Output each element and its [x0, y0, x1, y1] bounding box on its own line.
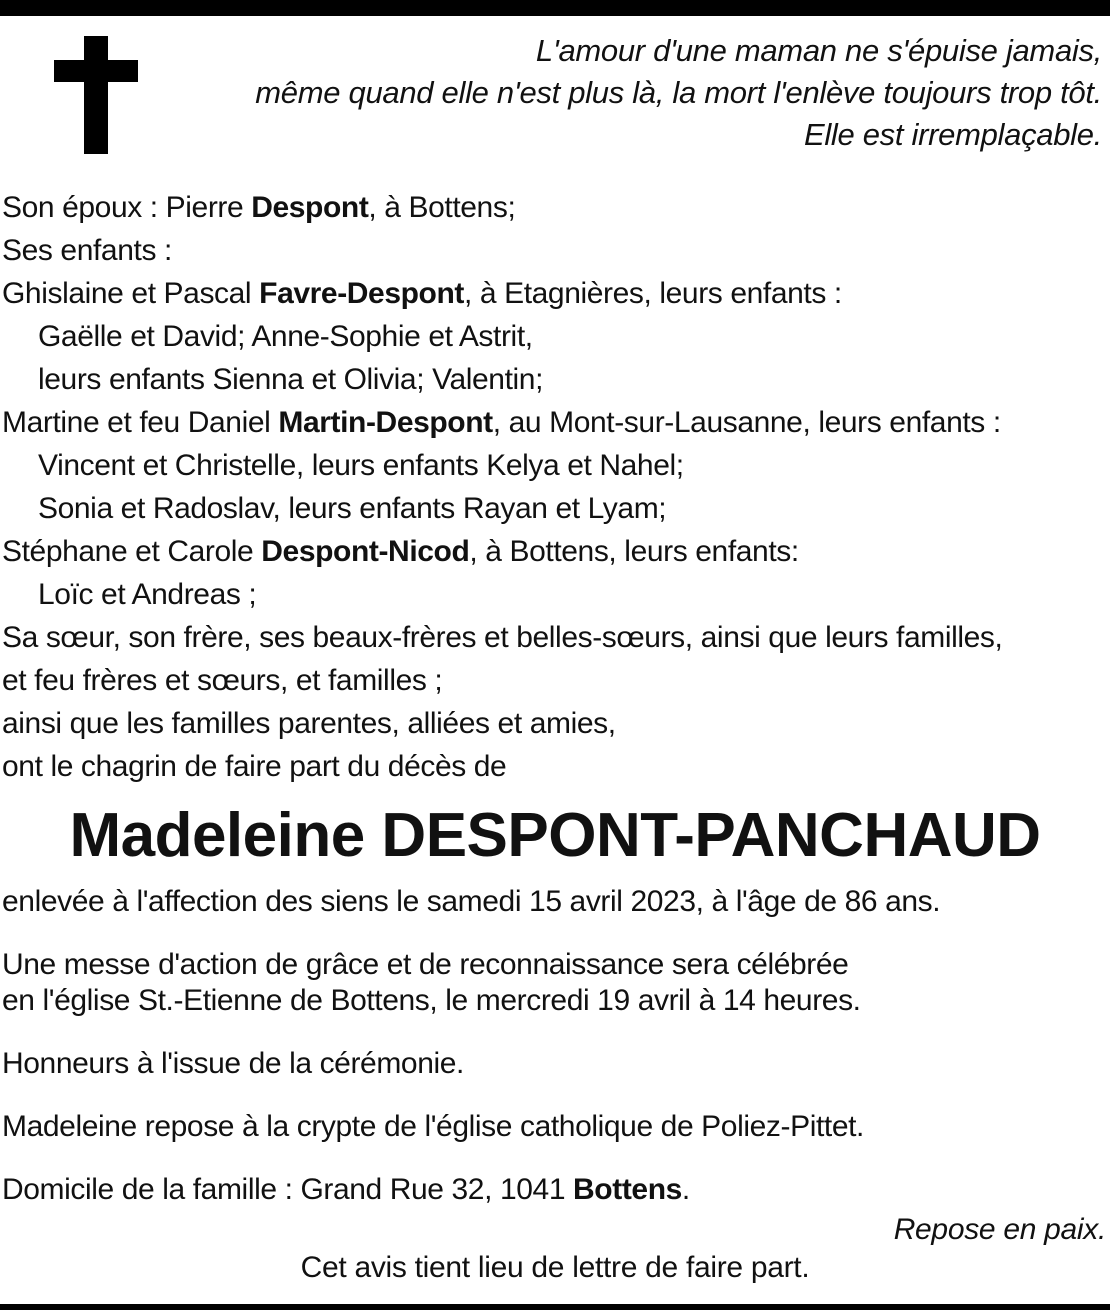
cross-icon [54, 36, 138, 154]
grandchildren-line: Sonia et Radoslav, leurs enfants Rayan et Lyam; [38, 492, 667, 525]
relatives-line: ainsi que les familles parentes, alliées et amies, [2, 707, 616, 740]
spouse-line: Son époux : Pierre Despont, à Bottens; [2, 191, 516, 224]
notice-footnote: Cet avis tient lieu de lettre de faire part. [300, 1251, 810, 1284]
epitaph-quote [255, 30, 1102, 156]
child-line: Ghislaine et Pascal Favre-Despont, à Etagnières, leurs enfants : [2, 277, 842, 310]
quote-line: Elle est irremplaçable. [803, 117, 1102, 152]
death-line: enlevée à l'affection des siens le samedi 15 avril 2023, à l'âge de 86 ans. [2, 885, 941, 918]
domicile-line: Domicile de la famille : Grand Rue 32, 1041 Bottens. [2, 1173, 690, 1206]
grandchildren-line: leurs enfants Sienna et Olivia; Valentin; [38, 363, 544, 396]
grandchildren-line: Gaëlle et David; Anne-Sophie et Astrit, [38, 320, 533, 353]
bottom-border-rule [0, 1304, 1110, 1310]
details-block [2, 884, 940, 1208]
deceased-name: Madeleine DESPONT-PANCHAUD [69, 801, 1041, 870]
child-line: Martine et feu Daniel Martin-Despont, au Mont-sur-Lausanne, leurs enfants : [2, 406, 1001, 439]
family-list [2, 186, 1002, 788]
grandchildren-line: Loïc et Andreas ; [38, 578, 257, 611]
mass-line: en l'église St.-Etienne de Bottens, le mercredi 19 avril à 14 heures. [2, 984, 861, 1017]
mass-line: Une messe d'action de grâce et de reconnaissance sera célébrée [2, 948, 849, 981]
honours-line: Honneurs à l'issue de la cérémonie. [2, 1047, 464, 1080]
relatives-line: Sa sœur, son frère, ses beaux-frères et belles-sœurs, ainsi que leurs familles, [2, 621, 1003, 654]
rest-in-peace: Repose en paix. [893, 1213, 1106, 1246]
top-border-rule [0, 0, 1110, 16]
quote-line: même quand elle n'est plus là, la mort l'enlève toujours trop tôt. [255, 75, 1102, 110]
child-line: Stéphane et Carole Despont-Nicod, à Bottens, leurs enfants: [2, 535, 799, 568]
grandchildren-line: Vincent et Christelle, leurs enfants Kelya et Nahel; [38, 449, 684, 482]
announcement-line: ont le chagrin de faire part du décès de [2, 750, 507, 783]
quote-line: L'amour d'une maman ne s'épuise jamais, [535, 33, 1102, 68]
relatives-line: et feu frères et sœurs, et familles ; [2, 664, 443, 697]
rest-place-line: Madeleine repose à la crypte de l'église catholique de Poliez-Pittet. [2, 1110, 864, 1143]
children-intro: Ses enfants : [2, 234, 172, 267]
